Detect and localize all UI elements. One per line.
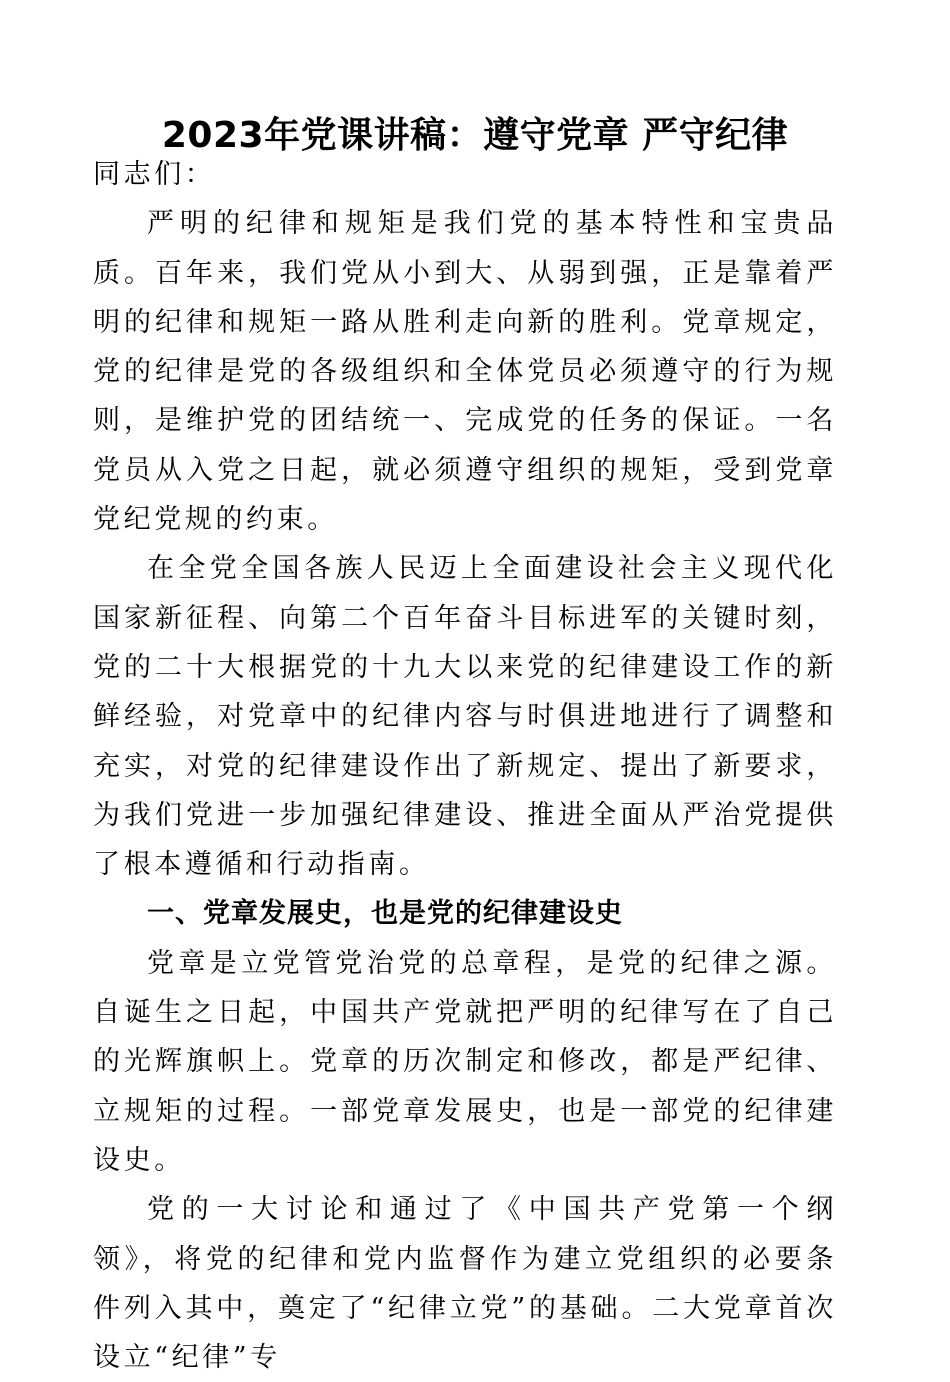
- document-title: 2023年党课讲稿：遵守党章 严守纪律: [161, 115, 789, 156]
- section-paragraph-1: 党章是立党管党治党的总章程，是党的纪律之源。自诞生之日起，中国共产党就把严明的纪律写在了自己的光辉旗帜上。党章的历次制定和修改，都是严纪律、立规矩的过程。一部党章发展史，也是一部党的纪律建设史。: [93, 947, 837, 1176]
- salutation: 同志们：: [93, 159, 216, 190]
- paragraph-1: 严明的纪律和规矩是我们党的基本特性和宝贵品质。百年来，我们党从小到大、从弱到强，正是靠着严明的纪律和规矩一路从胜利走向新的胜利。党章规定，党的纪律是党的各级组织和全体党员必须遵守的行为规则，是维护党的团结统一、完成党的任务的保证。一名党员从入党之日起，就必须遵守组织的规矩，受到党章党纪党规的约束。: [93, 208, 837, 536]
- document-body: [93, 150, 837, 1382]
- section-heading-1: 一、党章发展史，也是党的纪律建设史: [147, 898, 623, 930]
- paragraph-2: 在全党全国各族人民迈上全面建设社会主义现代化国家新征程、向第二个百年奋斗目标进军的关键时刻，党的二十大根据党的十九大以来党的纪律建设工作的新鲜经验，对党章中的纪律内容与时俱进地进行了调整和充实，对党的纪律建设作出了新规定、提出了新要求，为我们党进一步加强纪律建设、推进全面从严治党提供了根本遵循和行动指南。: [93, 553, 837, 881]
- section-paragraph-2: 党的一大讨论和通过了《中国共产党第一个纲领》，将党的纪律和党内监督作为建立党组织的必要条件列入其中，奠定了“纪律立党”的基础。二大党章首次设立“纪律”专: [93, 1194, 837, 1374]
